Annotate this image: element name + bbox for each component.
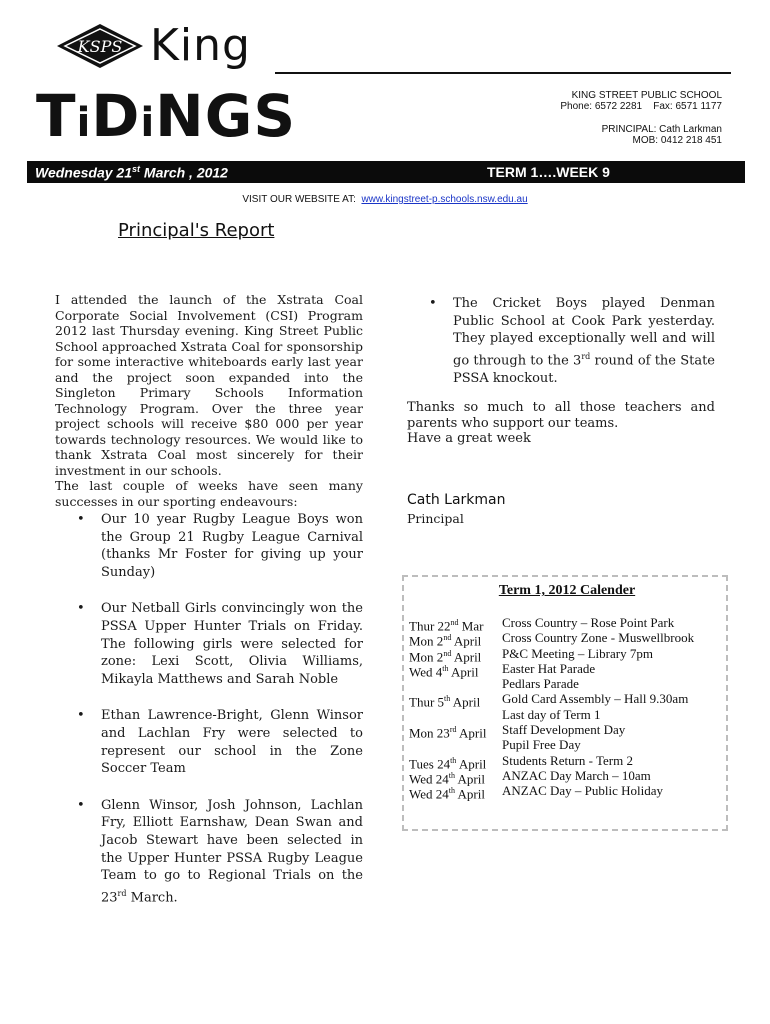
calendar-row — [409, 752, 725, 771]
term-calendar — [402, 575, 728, 831]
intro-paragraph: I attended the launch of the Xstrata Coal Corporate Social Involvement (CSI) Program 2012 last Thursday evening. King Street Public School approached Xstrata Coal for sponsorship for some interactive whiteboards early last year and the project soon expanded into the Singleton Primary Schools Information Technology Program. Over the three year project schools will receive $80 000 per year towards technology resources. We would like to thank Xstrata Coal most sincerely for their investment in our schools. — [55, 292, 363, 478]
calendar-event: Gold Card Assembly – Hall 9.30am — [502, 691, 689, 707]
calendar-row — [409, 691, 725, 710]
closing-text: Have a great week — [407, 431, 531, 446]
calendar-row — [409, 722, 725, 741]
calendar-event: ANZAC Day March – 10am — [502, 767, 651, 783]
calendar-date: Thur 22nd Mar — [409, 618, 484, 634]
calendar-date: Wed 24th April — [409, 770, 485, 787]
calendar-row — [409, 676, 725, 691]
calendar-date: Mon 2nd April — [409, 633, 482, 649]
calendar-row — [409, 615, 725, 634]
cricket-list — [407, 295, 715, 387]
masthead-tidings: TiDiNGS — [36, 82, 297, 150]
calendar-rows — [409, 615, 725, 802]
school-logo — [55, 22, 145, 70]
website-link[interactable]: www.kingstreet-p.schools.nsw.edu.au — [361, 194, 528, 205]
calendar-date: Wed 4th April — [409, 663, 479, 680]
school-phone: Phone: 6572 2281 Fax: 6571 1177 — [560, 101, 722, 112]
signature-role: Principal — [407, 511, 464, 526]
logo-text: KSPS — [77, 37, 123, 56]
calendar-date: Tues 24th April — [409, 755, 487, 771]
calendar-event: Last day of Term 1 — [502, 706, 601, 722]
calendar-row — [409, 645, 725, 664]
calendar-event: Students Return - Term 2 — [502, 752, 634, 768]
website-label: VISIT OUR WEBSITE AT: — [242, 194, 356, 205]
calendar-row — [409, 630, 725, 649]
date-bar — [27, 161, 745, 183]
calendar-event: ANZAC Day – Public Holiday — [502, 783, 664, 799]
list-item: • Ethan Lawrence-Bright, Glenn Winsor and Lachlan Fry were selected to represent our school in the Zone Soccer Team — [55, 707, 363, 777]
calendar-event: Pupil Free Day — [502, 737, 581, 753]
calendar-row — [409, 707, 725, 722]
achievements-list — [55, 511, 363, 926]
issue-date: Wednesday 21st March , 2012 — [35, 164, 228, 181]
thanks-paragraph — [407, 400, 715, 447]
website-line — [0, 194, 770, 205]
calendar-event: Staff Development Day — [502, 722, 626, 738]
masthead-rule — [275, 72, 731, 74]
list-item: • Our 10 year Rugby League Boys won the Group 21 Rugby League Carnival (thanks Mr Foster for giving up your Sunday) — [55, 511, 363, 581]
calendar-title: Term 1, 2012 Calender — [498, 583, 636, 598]
term-week: TERM 1….WEEK 9 — [487, 164, 610, 180]
school-name: KING STREET PUBLIC SCHOOL — [571, 90, 722, 101]
calendar-event: Pedlars Parade — [502, 676, 579, 692]
list-item: • The Cricket Boys played Denman Public School at Cook Park yesterday. They played exceptionally well and will go through to the 3rd round of the State PSSA knockout. — [407, 295, 715, 387]
principal-mobile: MOB: 0412 218 451 — [632, 135, 722, 146]
principal-name: PRINCIPAL: Cath Larkman — [601, 124, 722, 135]
calendar-date: Mon 23rd April — [409, 725, 487, 741]
successes-intro: The last couple of weeks have seen many successes in our sporting endeavours: — [55, 478, 363, 509]
calendar-event: Cross Country – Rose Point Park — [502, 615, 675, 630]
signature-name: Cath Larkman — [407, 492, 506, 508]
calendar-row — [409, 767, 725, 787]
list-item: • Glenn Winsor, Josh Johnson, Lachlan Fry, Elliott Earnshaw, Dean Swan and Jacob Stewart have been selected in the Upper Hunter PSSA Rugby League Team to go to Regional Trials on the 23rd March. — [55, 797, 363, 907]
thanks-text: Thanks so much to all those teachers and parents who support our teams. — [407, 400, 715, 431]
calendar-row — [409, 660, 725, 680]
report-title: Principal's Report — [118, 220, 275, 241]
calendar-event: P&C Meeting – Library 7pm — [502, 645, 653, 661]
calendar-date: Mon 2nd April — [409, 648, 482, 664]
calendar-date: Wed 24th April — [409, 786, 485, 802]
list-item: • Our Netball Girls convincingly won the PSSA Upper Hunter Trials on Friday. The following girls were selected for zone: Lexi Scott, Olivia Williams, Mikayla Matthews and Sarah Noble — [55, 600, 363, 688]
calendar-date: Thur 5th April — [409, 694, 481, 710]
masthead-king: King — [150, 20, 251, 71]
calendar-row — [409, 783, 725, 802]
calendar-row — [409, 737, 725, 752]
calendar-event: Easter Hat Parade — [502, 660, 596, 676]
calendar-event: Cross Country Zone - Muswellbrook — [502, 630, 695, 646]
